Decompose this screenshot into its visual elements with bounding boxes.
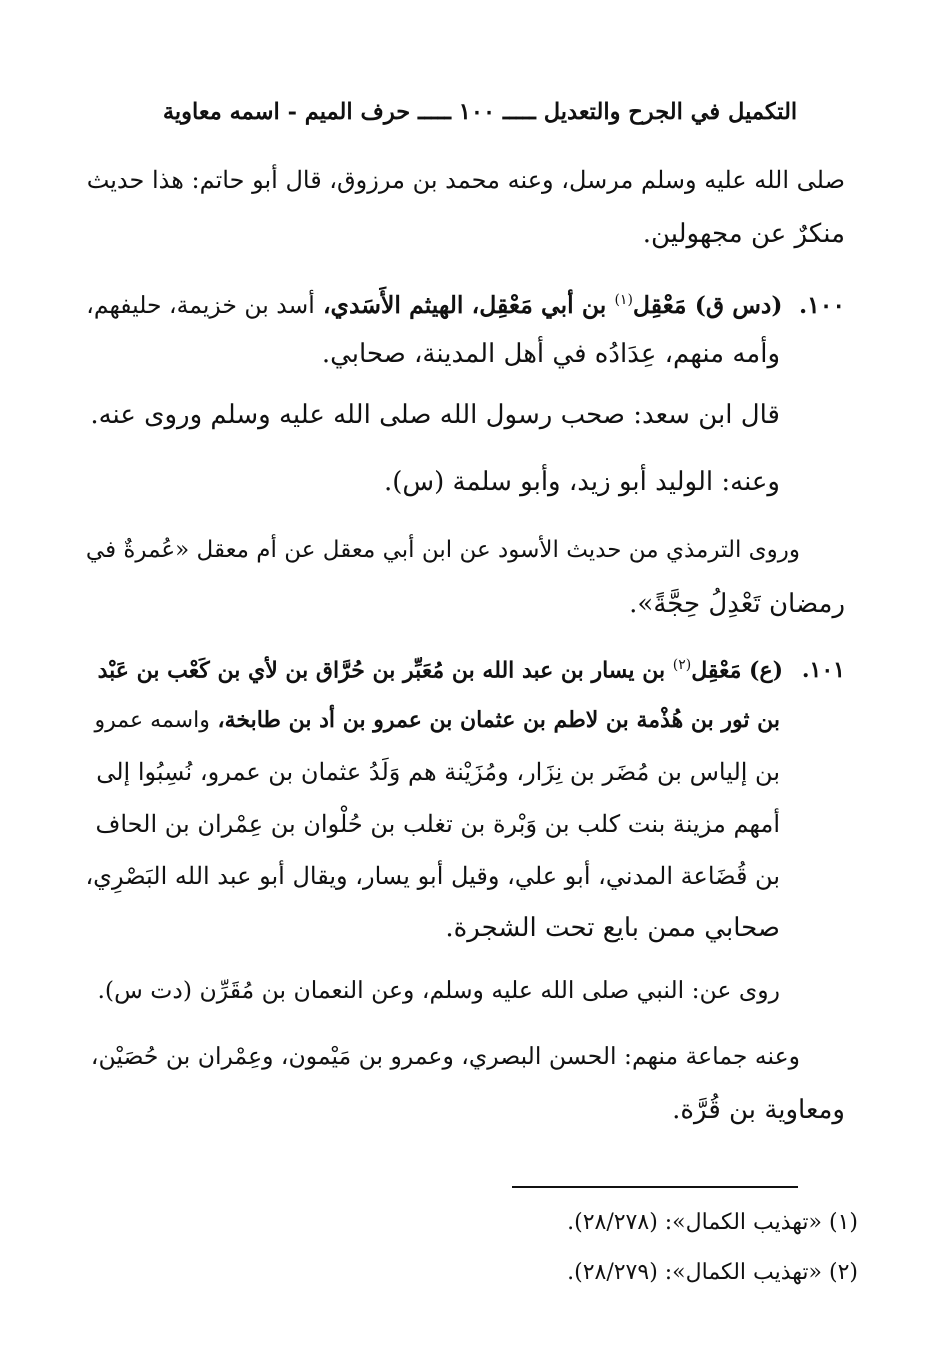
tirmidhi-line-1: وروى الترمذي من حديث الأسود عن ابن أبي معقل عن أم معقل «عُمرةٌ في: [85, 537, 800, 563]
entry-100-name: (دس ق) مَعْقِل: [632, 290, 783, 319]
footnote-1: (١) «تهذيب الكمال»: (٢٨/٢٧٨).: [567, 1210, 858, 1235]
tirmidhi-line-2: رمضان تَعْدِلُ حِجَّةً».: [629, 589, 845, 619]
narrated-from-line: روى عن: النبي صلى الله عليه وسلم، وعن النعمان بن مُقَرِّن (دت س).: [97, 976, 780, 1004]
text-line-1: صلى الله عليه وسلم مرسل، وعنه محمد بن مرزوق، قال أبو حاتم: هذا حديث: [86, 166, 845, 194]
header-book-title: التكميل في الجرح والتعديل: [543, 99, 798, 125]
footnote-separator: [512, 1186, 798, 1188]
text-line-2: منكرٌ عن مجهولين.: [642, 219, 845, 249]
entry-101-line-6: صحابي ممن بايع تحت الشجرة.: [445, 913, 780, 943]
running-header: التكميل في الجرح والتعديل ـــــ ١٠٠ ـــــ حرف الميم - اسمه معاوية: [160, 92, 800, 132]
entry-101-line-5: بن قُضَاعة المدني، أبو علي، وقيل أبو يسار، ويقال أبو عبد الله البَصْرِي،: [85, 862, 780, 890]
page-number: ١٠٠: [458, 99, 496, 125]
footnote-ref-2[interactable]: (٢): [672, 657, 692, 673]
students-line-1: وعنه جماعة منهم: الحسن البصري، وعمرو بن مَيْمون، وعِمْران بن حُصَيْن،: [90, 1042, 800, 1070]
entry-100-line-2: وأمه منهم، عِدَادُه في أهل المدينة، صحابي.: [321, 339, 780, 369]
footnote-ref-1[interactable]: (١): [614, 292, 633, 308]
students-line-2: ومعاوية بن قُرَّة.: [672, 1095, 845, 1125]
entry-100-number: ١٠٠.: [798, 290, 845, 319]
entry-101-lineage-cont: بن ثور بن هُذْمة بن لاطم بن عثمان بن عمرو بن أد بن طابخة،: [209, 707, 780, 733]
entry-101-line-4: أمهم مزينة بنت كلب بن وَبْرة بن تغلب بن حُلْوان بن عِمْران بن الحاف: [95, 810, 780, 838]
entry-101-line-3: بن إلياس بن مُضَر بن نِزَار، ومُزَيْنة هم وَلَدُ عثمان بن عمرو، نُسِبُوا إلى: [96, 758, 780, 786]
entry-100-tribe: أسد بن خزيمة، حليفهم،: [86, 290, 315, 319]
header-section-title: حرف الميم - اسمه معاوية: [162, 99, 411, 125]
entry-101-name-note: واسمه عمرو: [94, 708, 210, 733]
entry-100-line-1: [86, 280, 845, 320]
entry-101-number: ١٠١.: [801, 657, 845, 684]
entry-101-lineage: بن يسار بن عبد الله بن مُعَبِّر بن حُرَّاق بن لأي بن كَعْب بن عَبْد: [97, 657, 673, 684]
entry-101-line-2: [95, 700, 780, 740]
entry-101-name: (ع) مَعْقِل: [691, 657, 783, 684]
ibn-saad-quote: قال ابن سعد: صحب رسول الله صلى الله عليه وسلم وروى عنه.: [90, 400, 780, 430]
footnote-2: (٢) «تهذيب الكمال»: (٢٨/٢٧٩).: [567, 1260, 858, 1285]
entry-100-lineage: بن أبي مَعْقِل، الهيثم الأَسَدي،: [314, 290, 615, 319]
entry-101-line-1: [98, 645, 845, 685]
narrators-line: وعنه: الوليد أبو زيد، وأبو سلمة (س).: [383, 467, 780, 497]
